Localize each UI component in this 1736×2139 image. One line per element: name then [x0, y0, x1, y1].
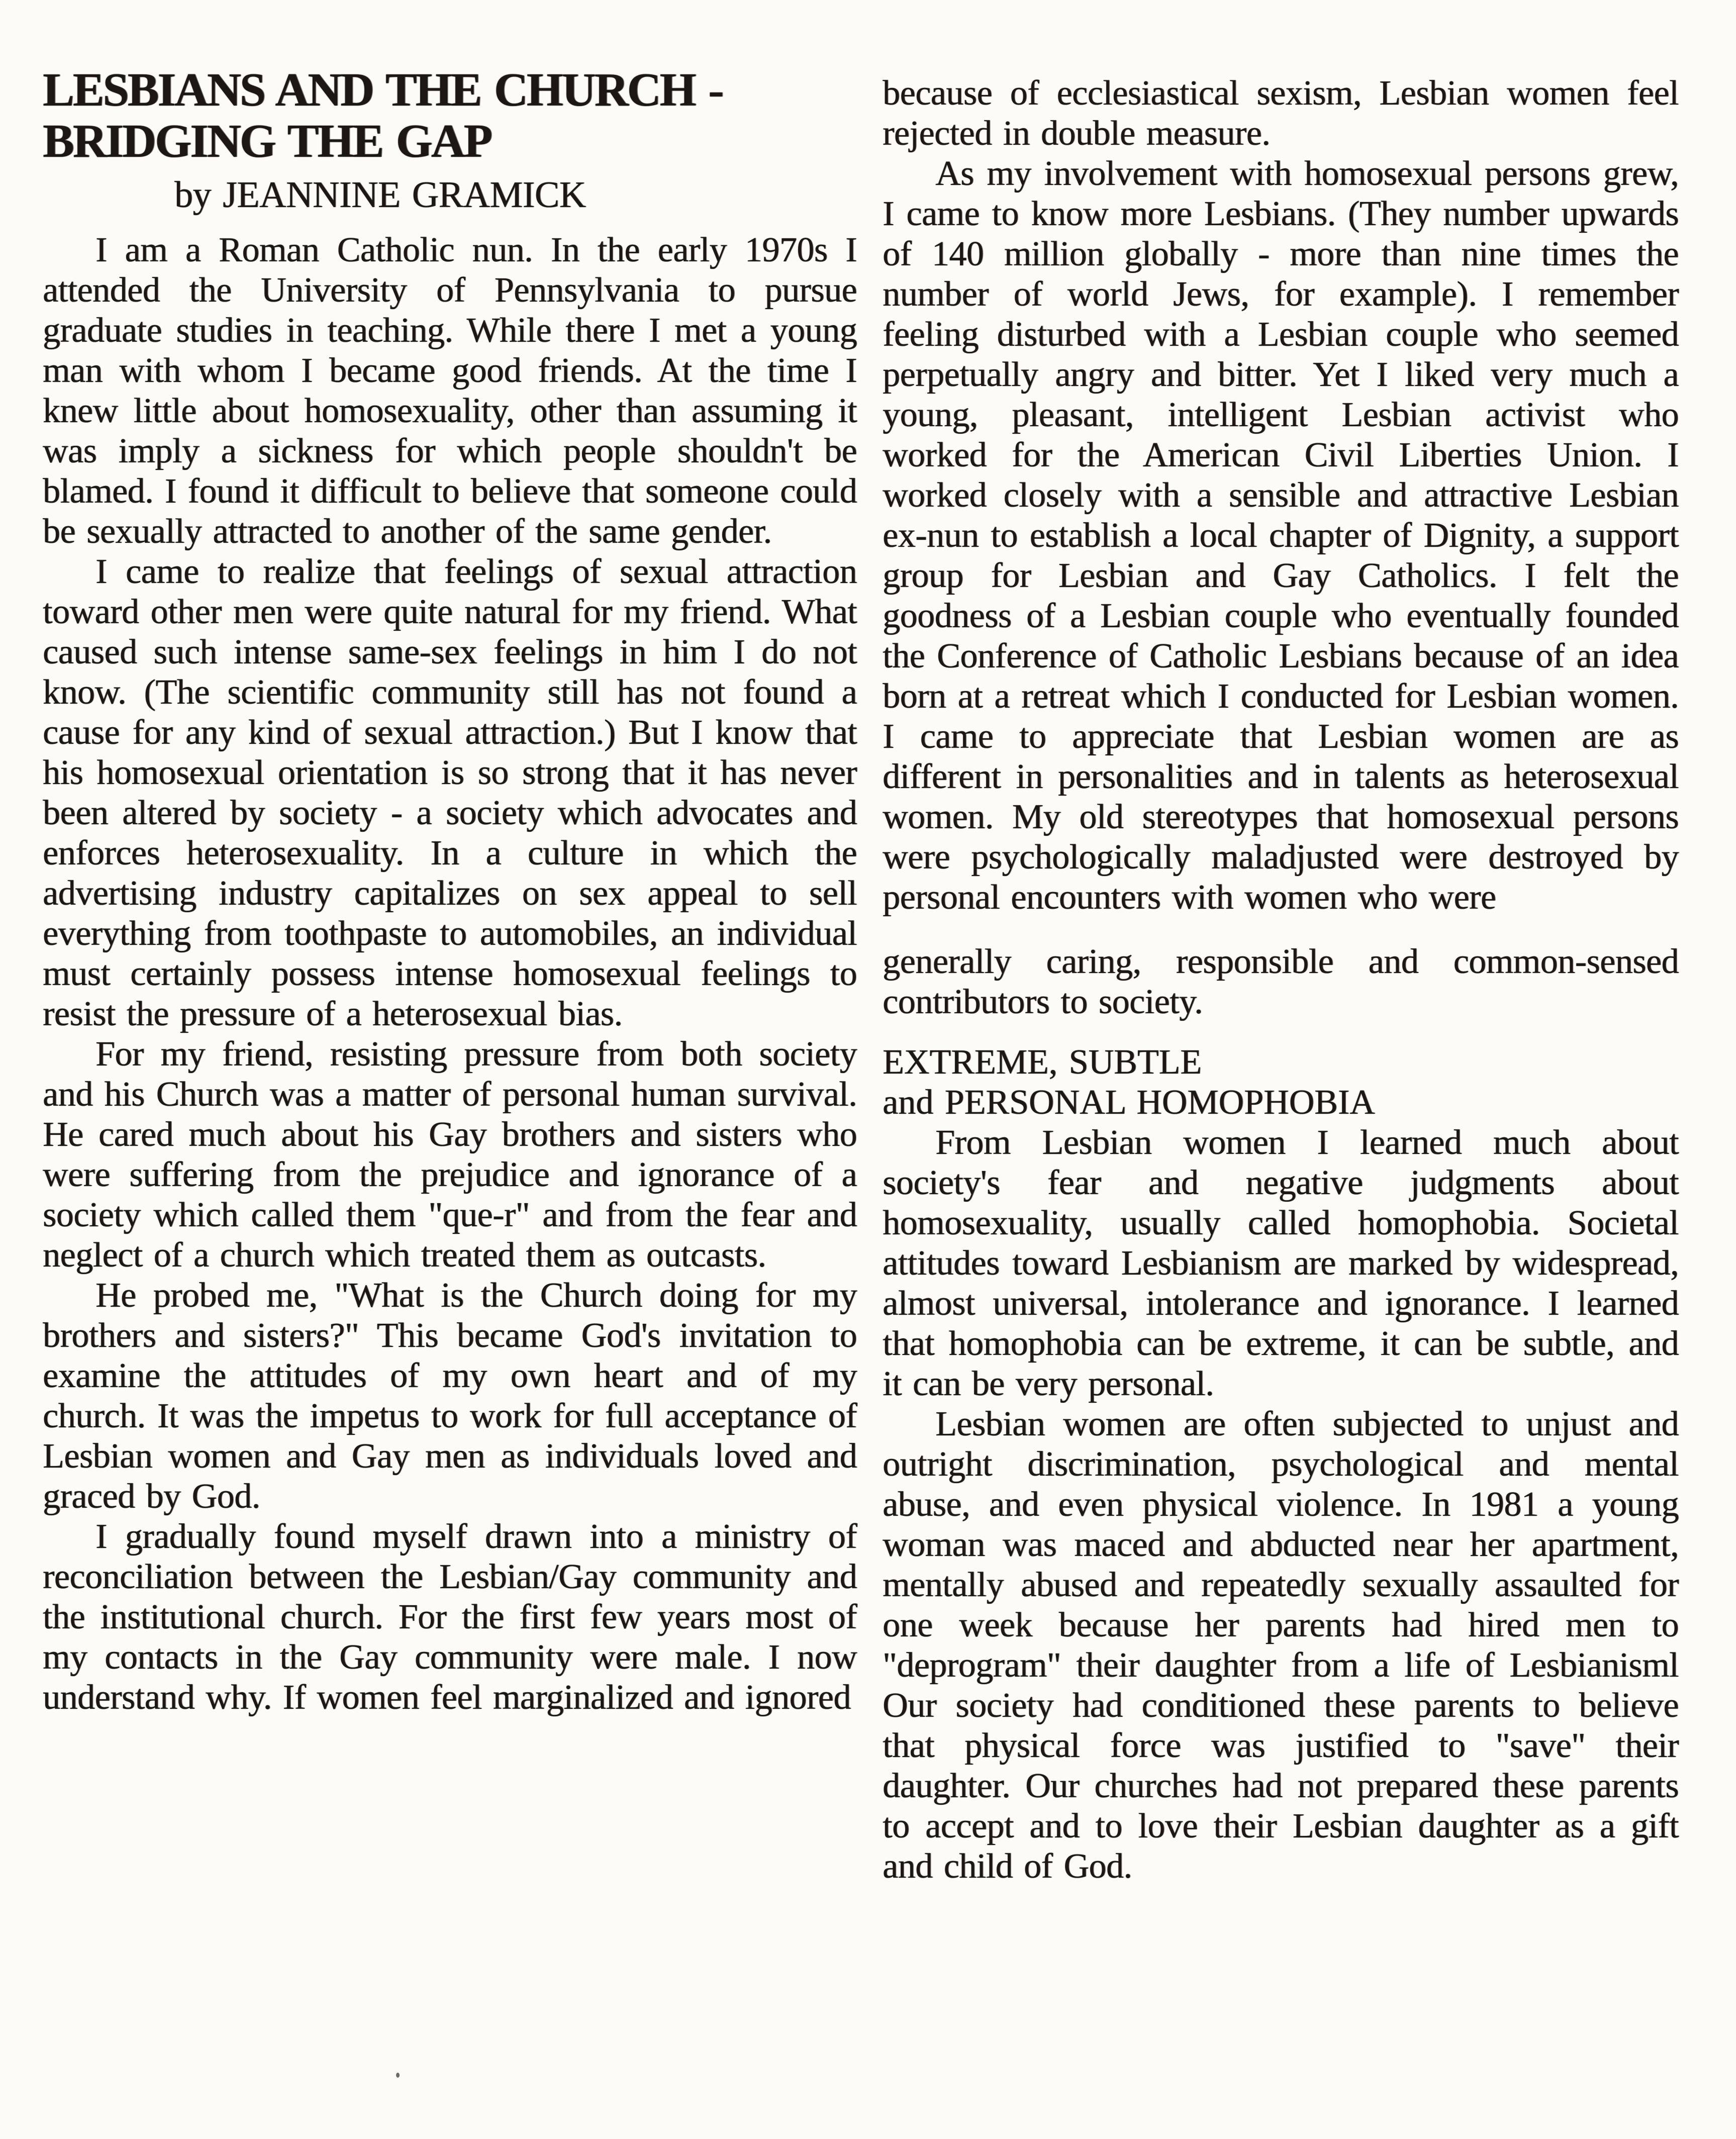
byline: by JEANNINE GRAMICK — [174, 174, 586, 216]
article-title-line-2: BRIDGING THE GAP — [43, 115, 491, 167]
paragraph-realization: I came to realize that feelings of sexual attraction toward other men were quite natural for my friend. What caused such intense same-sex feelings in him I do not know. (The scientific community still has not found a cause for any kind of sexual attraction.) But I know that his homosexual orientation is so strong that it has never been altered by society - a society which advocates and enforces heterosexuality. In a culture in which the advertising industry capitalizes on sex appeal to sell everything from toothpaste to automobiles, an individual must certainly possess intense homosexual feelings to resist the pressure of a heterosexual bias. — [43, 552, 857, 1033]
paragraph-continuation: because of ecclesiastical sexism, Lesbian women feel rejected in double measure. — [883, 74, 1679, 153]
article-title — [43, 64, 857, 167]
paragraph-church-question: He probed me, "What is the Church doing for my brothers and sisters?" This became God's invitation to examine the attitudes of my own heart and of my church. It was the impetus to work for full acceptance of Lesbian women and Gay men as individuals loved and graced by God. — [43, 1276, 857, 1516]
paragraph-friend-survival: For my friend, resisting pressure from both society and his Church was a matter of personal human survival. He cared much about his Gay brothers and sisters who were suffering from the prejudice and ignorance of a society which called them "que-r" and from the fear and neglect of a church which treated them as outcasts. — [43, 1035, 857, 1275]
paragraph-ministry: I gradually found myself drawn into a ministry of reconciliation between the Lesbian/Gay community and the institutional church. For the first few years most of my contacts in the Gay community were male. I now understand why. If women feel marginalized and ignored — [43, 1517, 857, 1717]
right-column — [883, 73, 1679, 1887]
article-title-line-1: LESBIANS AND THE CHURCH - — [43, 64, 723, 116]
section-heading-homophobia — [883, 1042, 1679, 1123]
section-heading-line-2: and PERSONAL HOMOPHOBIA — [883, 1083, 1375, 1122]
left-column — [43, 64, 857, 1718]
paragraph-involvement: As my involvement with homosexual persons grew, I came to know more Lesbians. (They number upwards of 140 million globally - more than nine times the number of world Jews, for example). I remember feeling disturbed with a Lesbian couple who seemed perpetually angry and bitter. Yet I liked very much a young, pleasant, intelligent Lesbian activist who worked for the American Civil Liberties Union. I worked closely with a sensible and attractive Lesbian ex-nun to establish a local chapter of Dignity, a support group for Lesbian and Gay Catholics. I felt the goodness of a Lesbian couple who eventually founded the Conference of Catholic Lesbians because of an idea born at a retreat which I conducted for Lesbian women. I came to appreciate that Lesbian women are as different in personalities and in talents as heterosexual women. My old stereotypes that homosexual persons were psychologically maladjusted were destroyed by personal encounters with women who were — [883, 154, 1679, 917]
paragraph-intro: I am a Roman Catholic nun. In the early 1970s I attended the University of Pennsylvania to pursue graduate studies in teaching. While there I met a young man with whom I became good friends. At the time I knew little about homosexuality, other than assuming it was imply a sickness for which people shouldn't be blamed. I found it difficult to believe that someone could be sexually attracted to another of the same gender. — [43, 231, 857, 551]
section-heading-line-1: EXTREME, SUBTLE — [883, 1043, 1202, 1082]
paragraph-homophobia-lessons: From Lesbian women I learned much about society's fear and negative judgments about homosexuality, usually called homophobia. Societal attitudes toward Lesbianism are marked by widespread, almost universal, intolerance and ignorance. I learned that homophobia can be extreme, it can be subtle, and it can be very personal. — [883, 1123, 1679, 1403]
paragraph-involvement-end: generally caring, responsible and common-sensed contributors to society. — [883, 942, 1679, 1021]
paragraph-violence-story: Lesbian women are often subjected to unjust and outright discrimination, psychological and mental abuse, and even physical violence. In 1981 a young woman was maced and abducted near her apartment, mentally abused and repeatedly sexually assaulted for one week because her parents had hired men to "deprogram" their daughter from a life of Lesbianisml Our society had conditioned these parents to believe that physical force was justified to "save" their daughter. Our churches had not prepared these parents to accept and to love their Lesbian daughter as a gift and child of God. — [883, 1405, 1679, 1886]
scan-speck-artifact — [396, 2073, 400, 2078]
